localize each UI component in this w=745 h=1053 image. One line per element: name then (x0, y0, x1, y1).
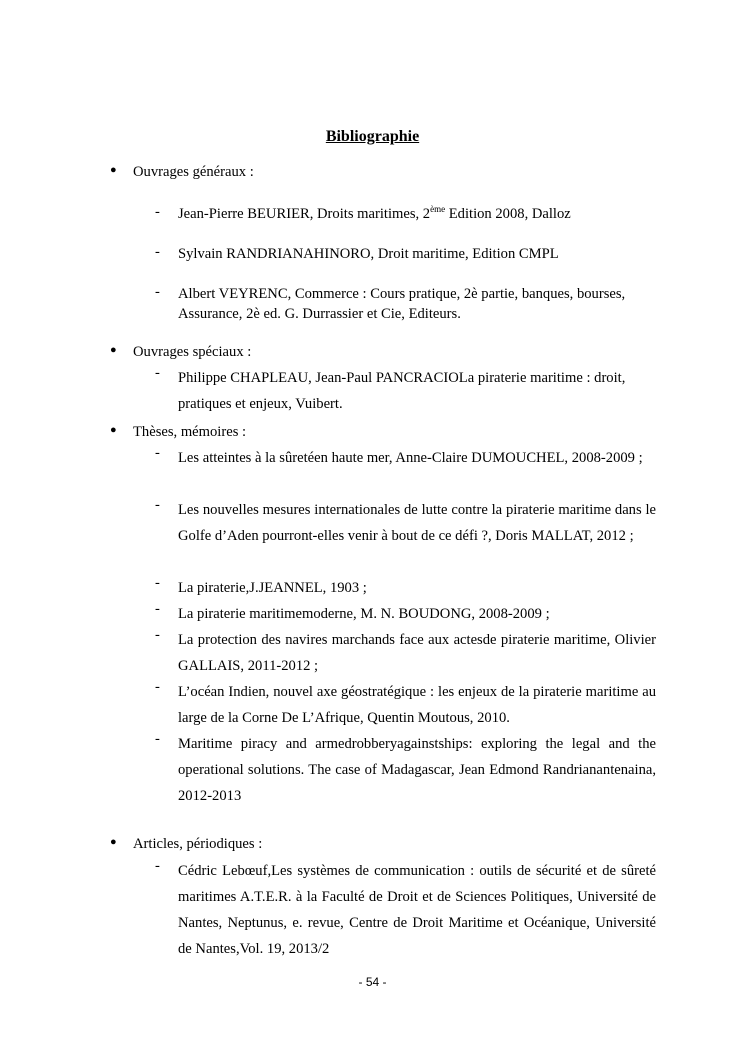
item-text: Cédric Lebœuf,Les systèmes de communication : outils de sécurité et de sûreté maritimes A.T.E.R. à la Faculté de Droit et de Sciences Politiques, Université de Nantes, Neptunus, e. revue, Centre de Droit Maritime et Océanique, Université de Nantes,Vol. 19, 2013/2 (178, 863, 656, 957)
dash-icon: - (155, 204, 160, 220)
dash-icon: - (155, 858, 160, 874)
dash-icon: - (155, 284, 160, 300)
bullet-icon: ● (110, 344, 117, 356)
item-text: La piraterie,J.JEANNEL, 1903 ; (178, 580, 367, 596)
page-title: Bibliographie (325, 128, 420, 145)
section-label-theses: Thèses, mémoires : (133, 424, 247, 440)
dash-icon: - (155, 679, 160, 695)
dash-icon: - (155, 365, 160, 381)
dash-icon: - (155, 627, 160, 643)
item-text: L’océan Indien, nouvel axe géostratégique : les enjeux de la piraterie maritime au large de la Corne De L’Afrique, Quentin Moutous, 2010. (178, 684, 656, 726)
dash-icon: - (155, 497, 160, 513)
item-text: Sylvain RANDRIANAHINORO, Droit maritime, Edition CMPL (178, 246, 559, 262)
item-text: Maritime piracy and armedrobberyagainstships: exploring the legal and the operational solutions. The case of Madagascar, Jean Edmond Randrianantenaina, 2012-2013 (178, 736, 656, 804)
section-label-general: Ouvrages généraux : (133, 164, 254, 180)
item-text: Les nouvelles mesures internationales de lutte contre la piraterie maritime dans le Golfe d’Aden pourront-elles venir à bout de ce défi ?, Doris MALLAT, 2012 ; (178, 502, 656, 544)
page-number: - 54 - (358, 975, 387, 989)
dash-icon: - (155, 244, 160, 260)
section-label-special: Ouvrages spéciaux : (133, 344, 252, 360)
item-text: La protection des navires marchands face aux actesde piraterie maritime, Olivier GALLAIS, 2011-2012 ; (178, 632, 656, 674)
item-text: Jean-Pierre BEURIER, Droits maritimes, 2ème Edition 2008, Dalloz (178, 204, 571, 222)
item-text: Philippe CHAPLEAU, Jean-Paul PANCRACIOLa piraterie maritime : droit, pratiques et enjeux, Vuibert. (178, 370, 626, 412)
item-text: La piraterie maritimemoderne, M. N. BOUDONG, 2008-2009 ; (178, 606, 550, 622)
dash-icon: - (155, 601, 160, 617)
bullet-icon: ● (110, 164, 117, 176)
dash-icon: - (155, 575, 160, 591)
section-label-articles: Articles, périodiques : (133, 836, 263, 852)
item-text: Albert VEYRENC, Commerce : Cours pratique, 2è partie, banques, bourses, Assurance, 2è ed. G. Durrassier et Cie, Editeurs. (178, 286, 626, 322)
item-text: Les atteintes à la sûretéen haute mer, Anne-Claire DUMOUCHEL, 2008-2009 ; (178, 450, 643, 466)
dash-icon: - (155, 445, 160, 461)
dash-icon: - (155, 731, 160, 747)
bullet-icon: ● (110, 836, 117, 848)
bullet-icon: ● (110, 424, 117, 436)
